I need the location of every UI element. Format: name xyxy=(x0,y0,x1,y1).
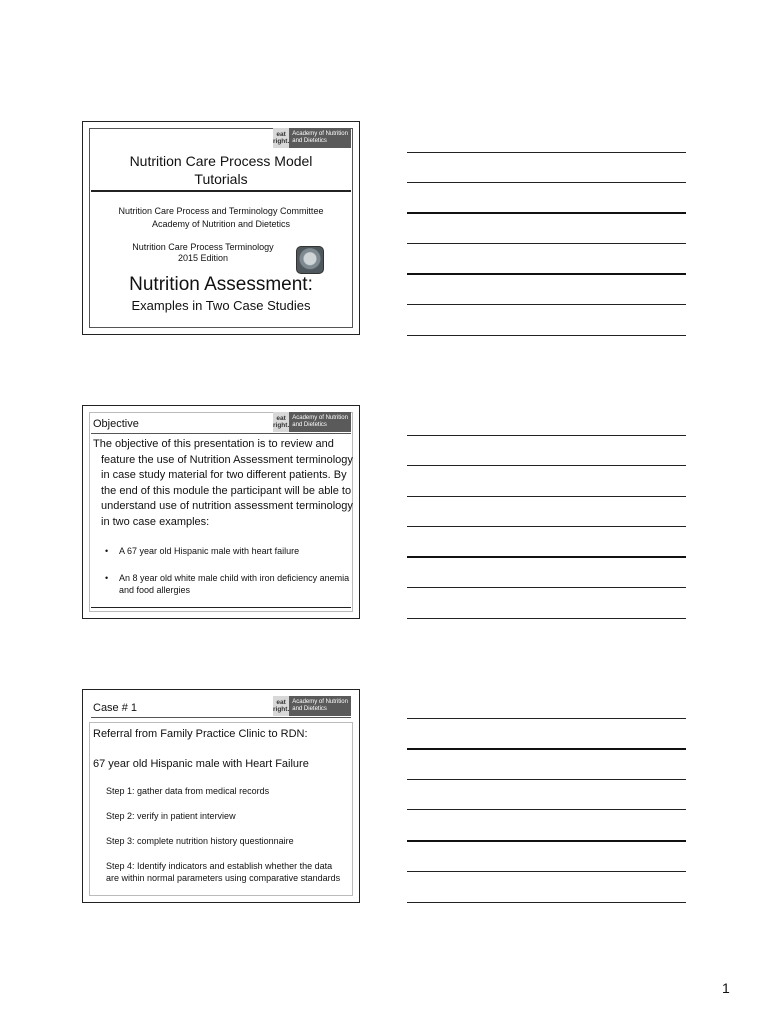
terminology-text: Nutrition Care Process Terminology xyxy=(132,242,274,252)
committee-text: Nutrition Care Process and Terminology Committee xyxy=(118,206,324,216)
page-number: 1 xyxy=(722,980,730,996)
slide-3 xyxy=(82,689,360,903)
step-item: Step 3: complete nutrition history questionnaire xyxy=(106,836,294,846)
note-line xyxy=(407,335,686,336)
heading-divider xyxy=(91,433,351,434)
slide-heading: Case # 1 xyxy=(93,702,138,714)
note-line xyxy=(407,840,686,842)
academy-name: Academy of Nutrition and Dietetics xyxy=(292,699,348,712)
slide-1 xyxy=(82,121,360,335)
eat-right-mark: eat right. xyxy=(273,128,289,148)
bullet-text: An 8 year old white male child with iron deficiency anemia and food allergies xyxy=(119,573,350,595)
slide-2 xyxy=(82,405,360,619)
patient-text: 67 year old Hispanic male with Heart Failure xyxy=(93,758,309,770)
note-line xyxy=(407,465,686,466)
academy-logo xyxy=(273,696,351,716)
note-line xyxy=(407,556,686,558)
subtitle: Examples in Two Case Studies xyxy=(131,298,311,313)
note-line xyxy=(407,526,686,527)
academy-name: Academy of Nutrition and Dietetics xyxy=(292,415,348,428)
note-line xyxy=(407,718,686,719)
note-line xyxy=(407,779,686,780)
step-item: Step 1: gather data from medical records xyxy=(106,786,270,796)
main-title: Nutrition Assessment: xyxy=(129,274,313,295)
note-line xyxy=(407,587,686,588)
note-line xyxy=(407,152,686,153)
note-line xyxy=(407,748,686,750)
slide-heading: Objective xyxy=(93,418,139,430)
objective-paragraph: The objective of this presentation is to review and feature the use of Nutrition Assessment terminology in case study material for two different patients. By the end of this module the participant will be able to understand use of nutrition assessment terminology in two case examples: xyxy=(93,438,353,528)
bullet-item xyxy=(105,545,351,557)
note-line xyxy=(407,273,686,275)
academy-logo xyxy=(273,128,351,148)
bullet-icon: • xyxy=(105,573,109,583)
note-line xyxy=(407,809,686,810)
eat-right-mark: eat right. xyxy=(273,696,289,716)
bullet-text: A 67 year old Hispanic male with heart failure xyxy=(119,546,300,556)
edition-text: 2015 Edition xyxy=(177,253,229,263)
edition-badge-icon xyxy=(296,246,324,274)
bullet-icon: • xyxy=(105,546,109,556)
academy-text: Academy of Nutrition and Dietetics xyxy=(151,219,291,229)
slide-title: Nutrition Care Process Model Tutorials xyxy=(129,153,313,187)
note-line xyxy=(407,243,686,244)
note-line xyxy=(407,435,686,436)
title-divider xyxy=(91,190,351,192)
academy-logo xyxy=(273,412,351,432)
academy-name: Academy of Nutrition and Dietetics xyxy=(292,131,348,144)
step-item: Step 4: Identify indicators and establish whether the data are within normal parameters using comparative standards xyxy=(106,861,341,883)
referral-text: Referral from Family Practice Clinic to RDN: xyxy=(93,728,308,740)
bullet-item xyxy=(105,572,351,596)
step-item: Step 2: verify in patient interview xyxy=(106,811,236,821)
note-line xyxy=(407,618,686,619)
note-line xyxy=(407,496,686,497)
note-line xyxy=(407,871,686,872)
note-line xyxy=(407,902,686,903)
bottom-divider xyxy=(91,607,351,608)
heading-divider xyxy=(91,717,351,718)
note-line xyxy=(407,212,686,214)
note-line xyxy=(407,182,686,183)
eat-right-mark: eat right. xyxy=(273,412,289,432)
note-line xyxy=(407,304,686,305)
